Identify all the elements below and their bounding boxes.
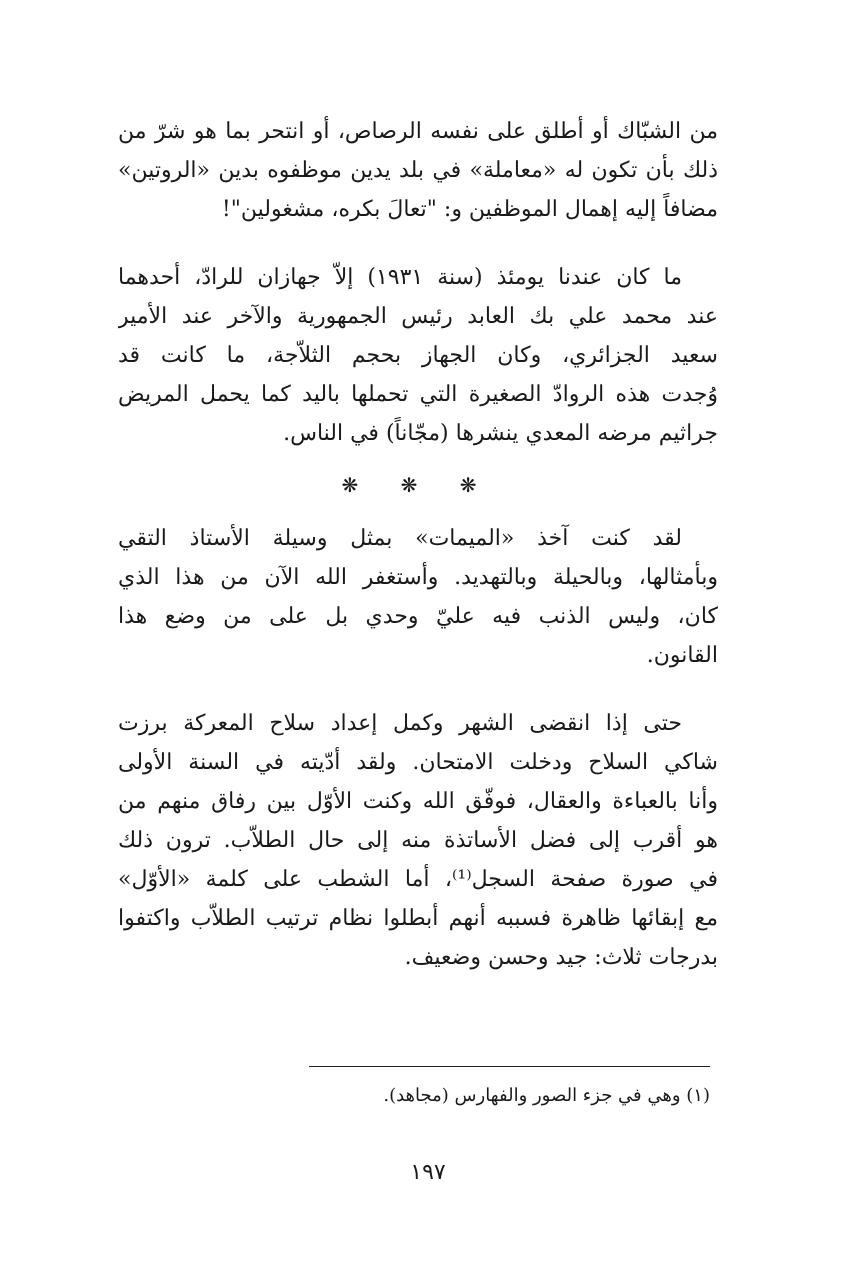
section-separator: ❋ ❋ ❋ [341,473,495,497]
text-line: ذلك بأن تكون له «معاملة» في بلد يدين موظفوه بدين «الروتين» [118,158,718,183]
page-body [118,112,718,977]
text-line: القانون. [646,643,718,668]
text-line: ما كان عندنا يومئذ (سنة ١٩٣١) إلاّ جهازان للرادّ، أحدهما [118,265,682,290]
text-line: هو أقرب إلى فضل الأساتذة منه إلى حال الطلاّب. ترون ذلك [118,828,718,853]
footnote-divider [309,1066,710,1067]
text-line: حتى إذا انقضى الشهر وكمل إعداد سلاح المعركة برزت [118,711,682,736]
paragraph [118,704,718,977]
text-line: مضافاً إليه إهمال الموظفين و: "تعالَ بكره، مشغولين"! [221,197,718,222]
page-number: ١٩٧ [410,1160,446,1185]
paragraph [118,112,718,229]
text-line: شاكي السلاح ودخلت الامتحان. ولقد أدّيته في السنة الأولى [118,750,718,775]
text-line: من الشبّاك أو أطلق على نفسه الرصاص، أو انتحر بما هو شرّ من [118,119,718,144]
text-line: بدرجات ثلاث: جيد وحسن وضعيف. [404,945,718,970]
text-line: وبأمثالها، وبالحيلة وبالتهديد. وأستغفر الله الآن من هذا الذي [118,565,718,590]
text-line: جراثيم مرضه المعدي ينشرها (مجّاناً) في الناس. [283,421,718,446]
text-line: وأنا بالعباءة والعقال، فوفّق الله وكنت الأوّل بين رفاق منهم من [118,789,718,814]
paragraph [118,258,718,453]
footnote: (١) وهي في جزء الصور والفهارس (مجاهد). [383,1085,710,1106]
text-line: مع إبقائها ظاهرة فسببه أنهم أبطلوا نظام ترتيب الطلاّب واكتفوا [118,906,718,931]
text-line: لقد كنت آخذ «الميمات» بمثل وسيلة الأستاذ التقي [118,526,682,551]
text-line: عند محمد علي بك العابد رئيس الجمهورية والآخر عند الأمير [118,304,718,329]
text-line: كان، وليس الذنب فيه عليّ وحدي بل على من وضع هذا [118,604,718,629]
text-line: سعيد الجزائري، وكان الجهاز بحجم الثلاّجة، ما كانت قد [118,343,718,368]
text-line: وُجدت هذه الروادّ الصغيرة التي تحملها باليد كما يحمل المريض [118,382,718,407]
text-line: في صورة صفحة السجل⁽¹⁾، أما الشطب على كلمة «الأوّل» [118,867,718,892]
paragraph [118,519,718,675]
